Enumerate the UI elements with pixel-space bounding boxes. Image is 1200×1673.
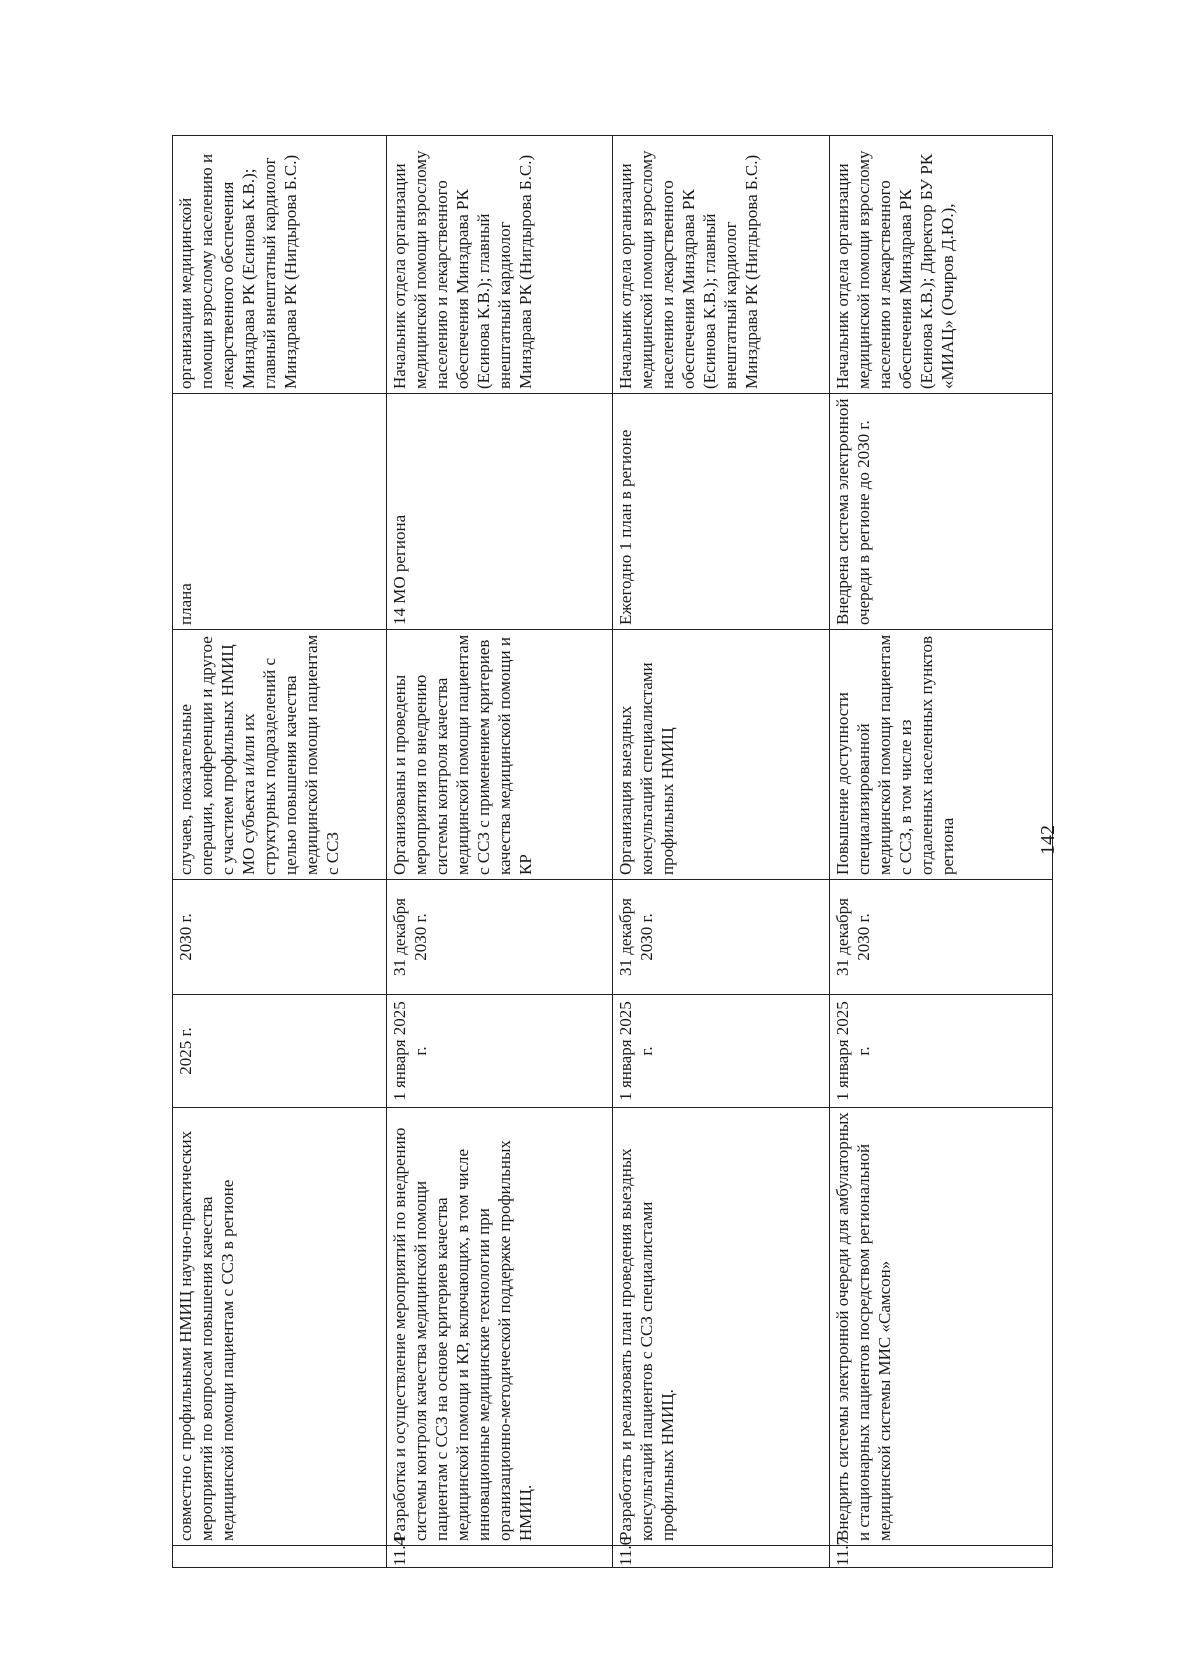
responsible-cell: организации медицинской помощи взрослому населению и лекарственного обеспечения Минздрава РК (Есинова К.В.); главный внештатный кардиолог Минздрава РК (Нигдырова Б.С.) (173, 136, 387, 394)
task-cell: Разработка и осуществление мероприятий по внедрению системы контроля качества медицинской помощи пациентам с ССЗ на основе критериев качества медицинской помощи и КР, включающих, в том числе инновационные медицинские технологии при организационно-методической поддержке профильных НМИЦ. (387, 1108, 613, 1546)
row-number: 11.7 (830, 1546, 1053, 1568)
result-cell: Организация выездных консультаций специалистами профильных НМИЦ (613, 630, 830, 880)
task-cell: Внедрить системы электронной очереди для амбулаторных и стационарных пациентов посредством региональной медицинской системы МИС «Самсон» (830, 1108, 1053, 1546)
indicator-cell: 14 МО региона (387, 394, 613, 630)
row-number: 11.6 (613, 1546, 830, 1568)
end-date-cell: 31 декабря 2030 г. (830, 880, 1053, 995)
start-date-cell: 1 января 2025 г. (613, 995, 830, 1108)
end-date-cell: 31 декабря 2030 г. (387, 880, 613, 995)
end-date-cell: 31 декабря 2030 г. (613, 880, 830, 995)
responsible-cell: Начальник отдела организации медицинской помощи взрослому населению и лекарственного обеспечения Минздрава РК (Есинова К.В.); главный внештатный кардиолог Минздрава РК (Нигдырова Б.С.) (613, 136, 830, 394)
responsible-cell: Начальник отдела организации медицинской помощи взрослому населению и лекарственного обеспечения Минздрава РК (Есинова К.В.); Директор БУ РК «МИАЦ» (Очиров Д.Ю.), (830, 136, 1053, 394)
indicator-cell: Ежегодно 1 план в регионе (613, 394, 830, 630)
task-cell: Разработать и реализовать план проведения выездных консультаций пациентов с ССЗ специалистами профильных НМИЦ. (613, 1108, 830, 1546)
end-date-cell: 2030 г. (173, 880, 387, 995)
indicator-cell: плана (173, 394, 387, 630)
responsible-cell: Начальник отдела организации медицинской помощи взрослому населению и лекарственного обеспечения Минздрава РК (Есинова К.В.); главный внештатный кардиолог Минздрава РК (Нигдырова Б.С.) (387, 136, 613, 394)
task-cell: совместно с профильными НМИЦ научно-практических мероприятий по вопросам повышения качества медицинской помощи пациентам с ССЗ в регионе (173, 1108, 387, 1546)
table-row (173, 136, 387, 1568)
rotated-table-container (172, 136, 1040, 1568)
page-number: 142 (1037, 825, 1059, 855)
row-number (173, 1546, 387, 1568)
start-date-cell: 1 января 2025 г. (830, 995, 1053, 1108)
start-date-cell: 2025 г. (173, 995, 387, 1108)
result-cell: Организованы и проведены мероприятия по внедрению системы контроля качества медицинской помощи пациентам с ССЗ с применением критериев качества медицинской помощи и КР (387, 630, 613, 880)
table-row (830, 136, 1053, 1568)
indicator-cell: Внедрена система электронной очереди в регионе до 2030 г. (830, 394, 1053, 630)
start-date-cell: 1 января 2025 г. (387, 995, 613, 1108)
table-row (613, 136, 830, 1568)
result-cell: Повышение доступности специализированной медицинской помощи пациентам с ССЗ, в том числе из отдаленных населенных пунктов региона (830, 630, 1053, 880)
plan-table (172, 135, 1053, 1568)
table-row (387, 136, 613, 1568)
result-cell: случаев, показательные операции, конференции и другое с участием профильных НМИЦ МО субъекта и/или их структурных подразделений с целью повышения качества медицинской помощи пациентам с ССЗ (173, 630, 387, 880)
row-number: 11.4 (387, 1546, 613, 1568)
